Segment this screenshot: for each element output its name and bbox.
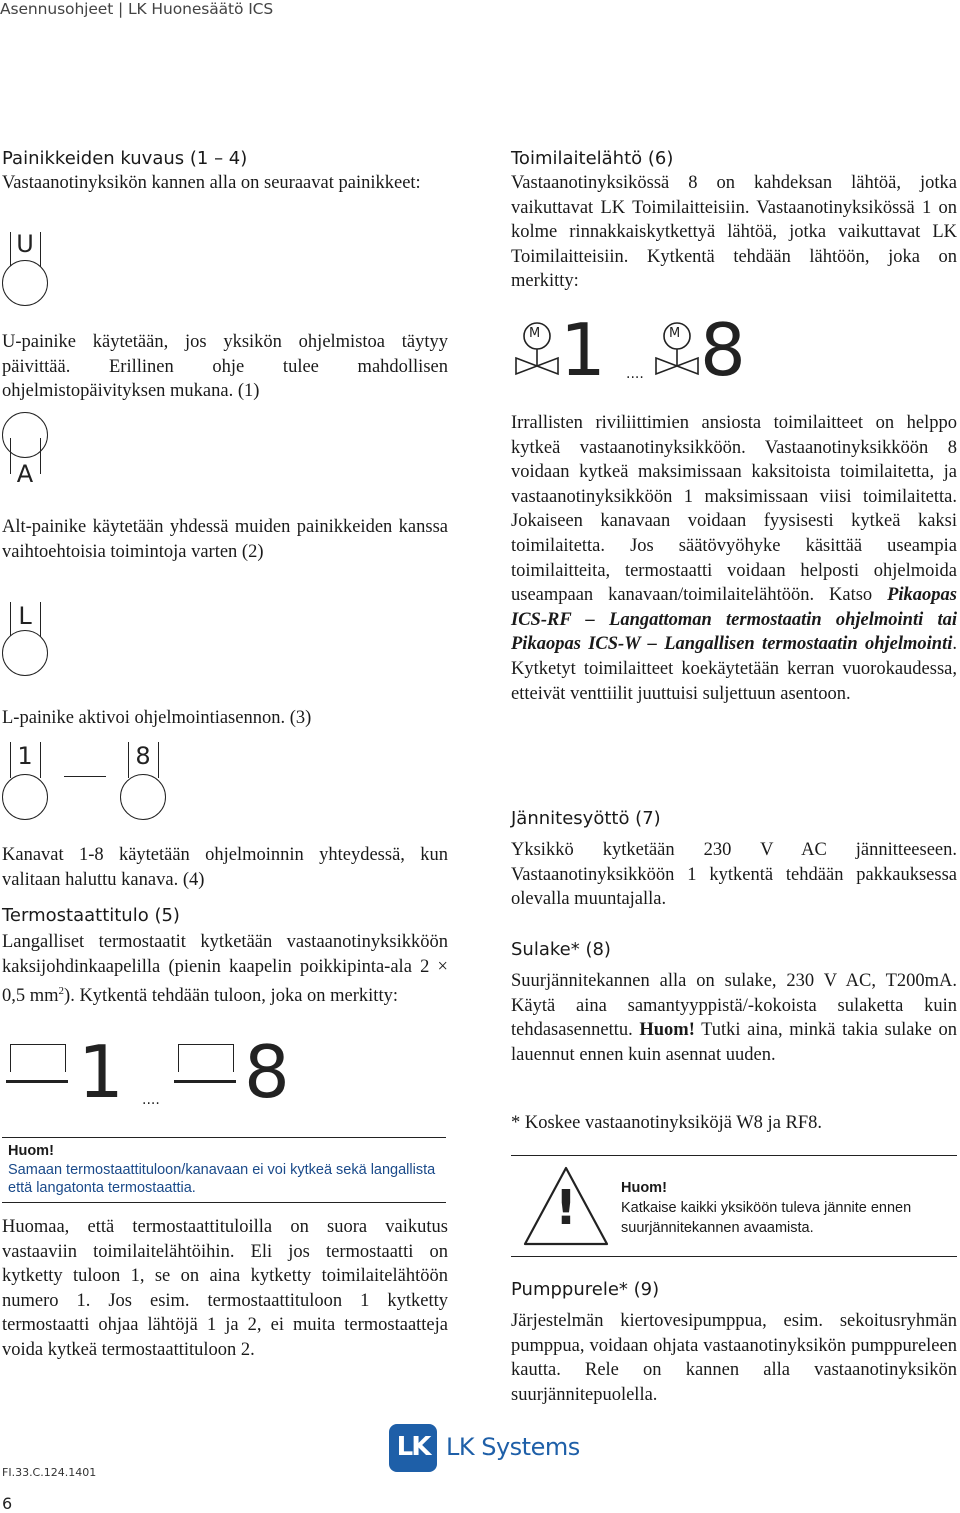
terminal-8-label: 8 (244, 1030, 290, 1114)
warning-box (511, 1155, 957, 1257)
warning-text: Katkaise kaikki yksiköön tuleva jännite ennen suurjännitekannen avaamista. (621, 1200, 912, 1236)
section-heading-buttons: Painikkeiden kuvaus (1 – 4) (2, 148, 248, 169)
document-code: FI.33.C.124.1401 (2, 1466, 97, 1479)
channel-text: Kanavat 1-8 käytetään ohjelmoinnin yhteydessä, kun valitaan haluttu kanava. (4) (2, 845, 448, 890)
channel-8-label: 8 (135, 742, 151, 770)
left-column (2, 146, 448, 196)
u-button-label: U (16, 230, 34, 258)
lk-logo-icon (389, 1424, 437, 1472)
actuator-output-text: Vastaanotinyksikössä 8 on kahdeksan lähtöä, jotka vaikuttavat LK Toimilaitteisiin. Vastaanotinyksikössä 1 on kolme rinnakkaiskytkettyä lähtöä, jotka vaikuttavat LK Toimilaitteisiin. Kytkentä tehdään lähtöön, joka on merkitty: (511, 173, 957, 292)
terminal-dots: .... (142, 1092, 160, 1108)
pump-relay-text: Järjestelmän kiertovesipumppua, esim. sekoitusryhmän pumppua, voidaan ohjata vastaanotinyksikön pumppureleen kautta. Rele on kannen alla vastaanotinyksikön suurjännitepuolella. (511, 1311, 957, 1405)
thermostat-input-after-text: Huomaa, että termostaattituloilla on suora vaikutus vastaaviin toimilaitelähtöihin. Eli jos termostaatti on kytketty tuloon 1, se on aina kytketty toimilaitelähtöön numero 1. Jos esim. termostaattituloon 1 kytketty termostaatti ohjaa lähtöjä 1 ja 2, ei muita termostaatteja voida kytkeä termostaattituloon 2. (2, 1217, 448, 1360)
document-header: Asennusohjeet | LK Huonesäätö ICS (0, 0, 274, 18)
warning-title: Huom! (621, 1180, 667, 1196)
actuator-output-illustration (512, 308, 772, 392)
right-column (511, 146, 957, 294)
valve-m-label-1: M (529, 326, 541, 341)
valve-m-label-8: M (669, 326, 681, 341)
fuse-text: Suurjännitekannen alla on sulake, 230 V AC, T200mA. Käytä aina samantyyppistä/-kokoista sulaketta kuin tehdasasennettu. Huom! Tutki aina, minkä takia sulake on lauennut ennen kuin asennat uuden. (511, 971, 957, 1065)
u-button-text: U-painike käytetään, jos yksikön ohjelmistoa täytyy päivittää. Erillinen ohje tulee mahdollisen ohjelmistopäivityksen mukana. (1) (2, 332, 448, 402)
valve-8-label: 8 (700, 308, 746, 392)
channel-1-label: 1 (17, 742, 33, 770)
section-heading-thermostat-input: Termostaattitulo (5) (2, 905, 180, 926)
power-supply-text: Yksikkö kytketään 230 V AC jännitteeseen. Vastaanotinyksikköön 1 kytkentä tehdään pakkauksessa olevalla muuntajalla. (511, 840, 957, 910)
channel-range-line (64, 776, 106, 777)
valve-1-label: 1 (560, 308, 606, 392)
section-heading-actuator-output: Toimilaitelähtö (6) (511, 148, 674, 169)
thermostat-input-text: Langalliset termostaatit kytketään vastaanotinyksikköön kaksijohdinkaapelilla (pienin kaapelin poikkipinta-ala 2 × 0,5 $mm^2$). Kytkentä tehdään tuloon, joka on merkitty: (2, 932, 448, 1007)
lk-logo-mark: LK (396, 1432, 430, 1462)
note-title: Huom! (8, 1143, 54, 1159)
note-text: Samaan termostaattituloon/kanavaan ei voi kytkeä sekä langallista että langatonta termostaattia. (8, 1161, 436, 1196)
terminal-1-label: 1 (78, 1030, 124, 1114)
warning-exclamation: ! (555, 1180, 577, 1236)
thermostat-terminal-illustration (6, 1030, 306, 1114)
alt-button-label: A (16, 460, 34, 488)
valve-dots: .... (626, 366, 644, 382)
alt-button-text: Alt-painike käytetään yhdessä muiden painikkeiden kanssa vaihtoehtoisia toimintoja varten (2) (2, 517, 448, 562)
l-button-label: L (18, 602, 32, 630)
l-button-text: L-painike aktivoi ohjelmointiasennon. (3) (2, 708, 312, 728)
lk-systems-wordmark: LK Systems (446, 1433, 580, 1461)
note-box-thermostat (2, 1137, 446, 1203)
buttons-intro: Vastaanotinyksikön kannen alla on seuraavat painikkeet: (2, 173, 421, 193)
section-heading-power-supply: Jännitesyöttö (7) (511, 808, 661, 829)
page-number: 6 (2, 1494, 13, 1513)
section-heading-fuse: Sulake* (8) (511, 939, 611, 960)
actuator-output-details: Irrallisten riviliittimien ansiosta toimilaitteet on helppo kytkeä vastaanotinyksikköön. Vastaanotinyksikköön 8 voidaan kytkeä maksimissaan kaksitoista toimilaitetta, ja vastaanotinyksikköön 1 maksimissaan viisi toimilaitetta. Jokaiseen kanavaan voidaan fyysisesti kytkeä kaksi toimilaitetta. Jos säätövyöhyke käsittää useampia toimilaitteita, termostaatti voidaan helposti ohjelmoida useampaan kanavaan/toimilaitelähtöön. Katso Pikaopas ICS-RF – Langattoman termostaatin ohjelmointi tai Pikaopas ICS-W – Langallisen termostaatin ohjelmointi. Kytketyt toimilaitteet koekäytetään kerran vuorokaudessa, etteivät venttiilit juuttuisi suljettuun asentoon. (511, 413, 957, 704)
section-heading-pump-relay: Pumppurele* (9) (511, 1279, 660, 1300)
footnote: * Koskee vastaanotinyksiköjä W8 ja RF8. (511, 1113, 823, 1133)
